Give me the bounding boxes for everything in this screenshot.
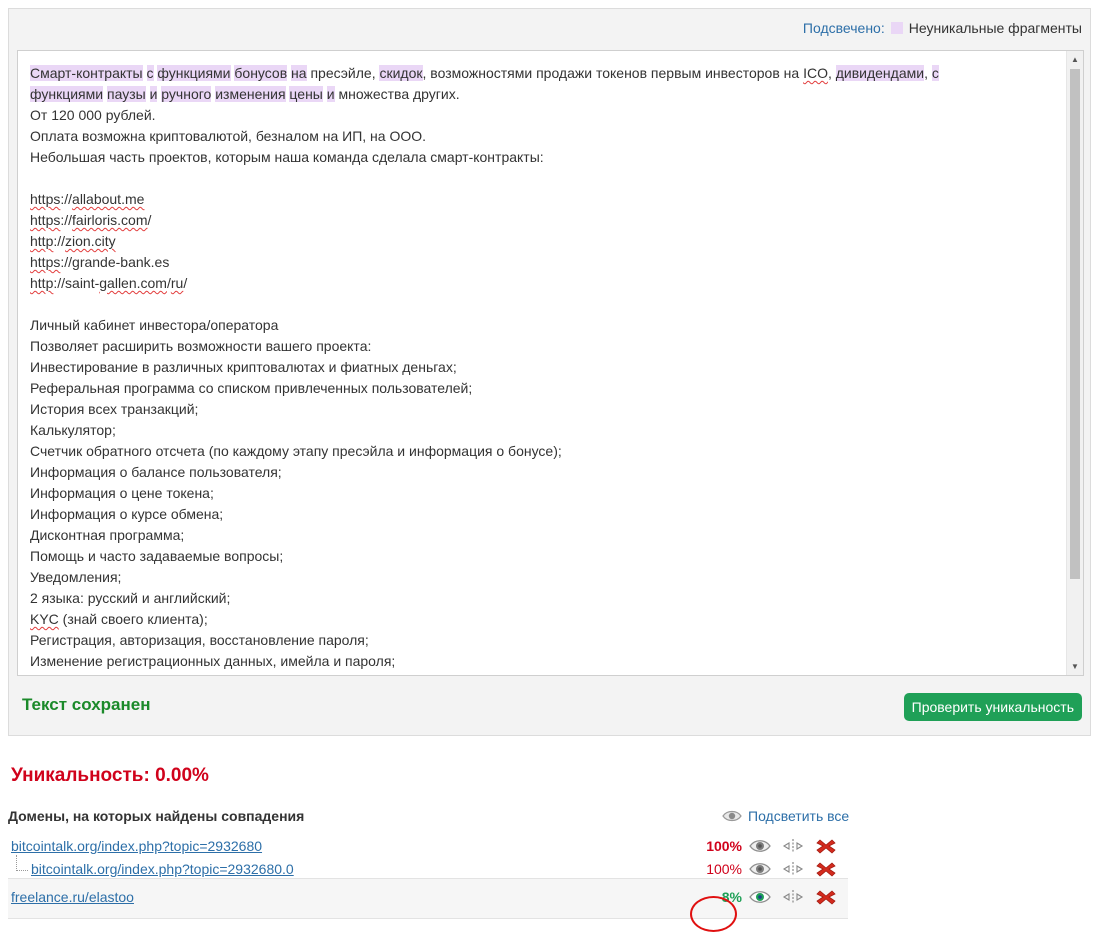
delete-icon[interactable] (814, 838, 838, 854)
highlighted-fragment: скидок (379, 65, 423, 81)
text-fragment: Дисконтная программа; (30, 527, 185, 543)
text-fragment: https (30, 191, 61, 207)
text-fragment: https (30, 212, 61, 228)
text-fragment: fairloris.com (72, 212, 148, 228)
uniqueness-result: Уникальность: 0.00% (11, 765, 209, 786)
delete-icon[interactable] (814, 889, 838, 905)
editor-line (30, 567, 1055, 588)
eye-icon (722, 809, 742, 823)
editor-line (30, 462, 1055, 483)
highlighted-fragment: дивидендами (835, 65, 925, 81)
text-fragment: Уведомления; (30, 569, 122, 585)
highlighted-fragment: на (291, 65, 307, 81)
editor-line (30, 189, 1055, 210)
highlighted-fragment: ручного (161, 86, 212, 102)
editor-line (30, 168, 1055, 189)
result-row (8, 855, 848, 879)
editor-line (30, 147, 1055, 168)
text-input-panel (8, 8, 1091, 736)
editor-line (30, 588, 1055, 609)
editor-line (30, 441, 1055, 462)
text-fragment: / (166, 275, 171, 291)
row-actions (739, 838, 838, 854)
editor-line (30, 63, 1055, 84)
text-fragment: множества других. (334, 86, 460, 102)
highlighted-fragment: Смарт-контракты (30, 65, 143, 81)
editor-line (30, 399, 1055, 420)
highlighted-fragment: функциями (157, 65, 231, 81)
editor-content[interactable] (30, 63, 1055, 672)
highlight-all-label[interactable]: Подсветить все (748, 808, 850, 824)
text-fragment: Оплата возможна криптовалютой, безналом на ИП, на ООО. (30, 128, 427, 144)
editor-line (30, 483, 1055, 504)
eye-icon[interactable] (748, 889, 772, 905)
text-fragment: gallen.com (99, 275, 167, 291)
highlighted-fragment: с (146, 65, 154, 81)
text-fragment: , возможностями продажи токенов первым инвесторов на (422, 65, 804, 81)
eye-icon[interactable] (748, 861, 772, 877)
editor-line (30, 546, 1055, 567)
editor-line (30, 105, 1055, 126)
editor-line (30, 630, 1055, 651)
delete-icon[interactable] (814, 861, 838, 877)
compare-icon[interactable] (781, 889, 805, 905)
editor-line (30, 315, 1055, 336)
highlighted-fragment: функциями (30, 86, 104, 102)
text-fragment: :// (53, 233, 66, 249)
highlighted-fragment: с (931, 65, 939, 81)
saved-status: Текст сохранен (22, 695, 151, 714)
editor-line (30, 210, 1055, 231)
match-percentage: 8% (721, 889, 742, 905)
match-percentage: 100% (706, 861, 742, 877)
editor-line (30, 84, 1055, 105)
highlighted-fragment: бонусов (234, 65, 288, 81)
legend-swatch (891, 22, 903, 34)
highlight-legend (803, 20, 1082, 36)
text-fragment: :// (60, 212, 73, 228)
text-fragment: пресэйле, (306, 65, 380, 81)
editor-line (30, 504, 1055, 525)
text-fragment: / (183, 275, 188, 291)
text-fragment: allabout.me (72, 191, 145, 207)
text-fragment: https (30, 254, 61, 270)
text-fragment (146, 86, 150, 102)
text-editor[interactable] (17, 50, 1084, 676)
text-fragment: 2 языка: русский и английский; (30, 590, 231, 606)
domains-title: Домены, на которых найдены совпадения (8, 808, 305, 824)
text-fragment: Позволяет расширить возможности вашего проекта: (30, 338, 372, 354)
row-actions (739, 861, 838, 877)
annotation-circle (690, 896, 737, 932)
editor-line (30, 273, 1055, 294)
compare-icon[interactable] (781, 861, 805, 877)
text-fragment: Реферальная программа со списком привлеченных пользователей; (30, 380, 473, 396)
editor-line (30, 252, 1055, 273)
text-fragment: , (827, 65, 836, 81)
text-fragment: Небольшая часть проектов, которым наша команда сделала смарт-контракты: (30, 149, 544, 165)
scroll-thumb[interactable] (1070, 69, 1080, 579)
text-fragment: Инвестирование в различных криптовалютах и фиатных деньгах; (30, 359, 457, 375)
text-fragment: / (147, 212, 152, 228)
text-fragment: Личный кабинет инвестора/оператора (30, 317, 279, 333)
text-fragment: Калькулятор; (30, 422, 116, 438)
result-row (8, 832, 848, 855)
text-fragment (143, 65, 147, 81)
match-percentage: 100% (706, 838, 742, 854)
result-link[interactable]: bitcointalk.org/index.php?topic=2932680 (11, 838, 263, 854)
editor-line (30, 525, 1055, 546)
editor-line (30, 378, 1055, 399)
editor-line (30, 357, 1055, 378)
highlighted-fragment: паузы (106, 86, 146, 102)
check-uniqueness-button[interactable]: Проверить уникальность (904, 693, 1082, 721)
editor-line (30, 126, 1055, 147)
text-fragment: http (30, 233, 54, 249)
text-fragment: http (30, 275, 54, 291)
editor-line (30, 294, 1055, 315)
row-actions (739, 889, 838, 905)
text-fragment: ://saint- (53, 275, 100, 291)
compare-icon[interactable] (781, 838, 805, 854)
editor-scrollbar[interactable] (1066, 51, 1083, 675)
editor-line (30, 336, 1055, 357)
eye-icon[interactable] (748, 838, 772, 854)
text-fragment: ICO (803, 65, 828, 81)
scroll-down-icon[interactable]: ▼ (1071, 662, 1079, 671)
highlighted-fragment: изменения (215, 86, 286, 102)
result-link[interactable]: freelance.ru/elastoo (11, 889, 134, 905)
highlighted-fragment: и (326, 86, 335, 102)
text-fragment: ru (170, 275, 184, 291)
text-fragment: Изменение регистрационных данных, имейла и пароля; (30, 653, 396, 669)
text-fragment: Информация о балансе пользователя; (30, 464, 282, 480)
text-fragment: (знай своего клиента); (58, 611, 208, 627)
highlight-all-link[interactable] (722, 808, 849, 824)
scroll-up-icon[interactable]: ▲ (1071, 55, 1079, 64)
editor-line (30, 231, 1055, 252)
result-link[interactable]: bitcointalk.org/index.php?topic=2932680.0 (31, 861, 294, 877)
legend-text: Неуникальные фрагменты (908, 20, 1082, 36)
editor-line (30, 609, 1055, 630)
highlighted-fragment: и (149, 86, 158, 102)
text-fragment: , (924, 65, 932, 81)
text-fragment: zion.city (65, 233, 116, 249)
text-fragment: Регистрация, авторизация, восстановление пароля; (30, 632, 369, 648)
text-fragment: Помощь и часто задаваемые вопросы; (30, 548, 284, 564)
text-fragment: KYC (30, 611, 59, 627)
legend-label: Подсвечено: (802, 20, 885, 36)
text-fragment: ://grande-bank.es (60, 254, 170, 270)
editor-line (30, 651, 1055, 672)
text-fragment: История всех транзакций; (30, 401, 199, 417)
text-fragment: От 120 000 рублей. (30, 107, 156, 123)
text-fragment: :// (60, 191, 73, 207)
tree-connector (16, 855, 28, 871)
editor-line (30, 420, 1055, 441)
text-fragment: Информация о курсе обмена; (30, 506, 224, 522)
text-fragment: Информация о цене токена; (30, 485, 214, 501)
text-fragment: Счетчик обратного отсчета (по каждому этапу пресэйла и информация о бонусе); (30, 443, 562, 459)
highlighted-fragment: цены (289, 86, 323, 102)
